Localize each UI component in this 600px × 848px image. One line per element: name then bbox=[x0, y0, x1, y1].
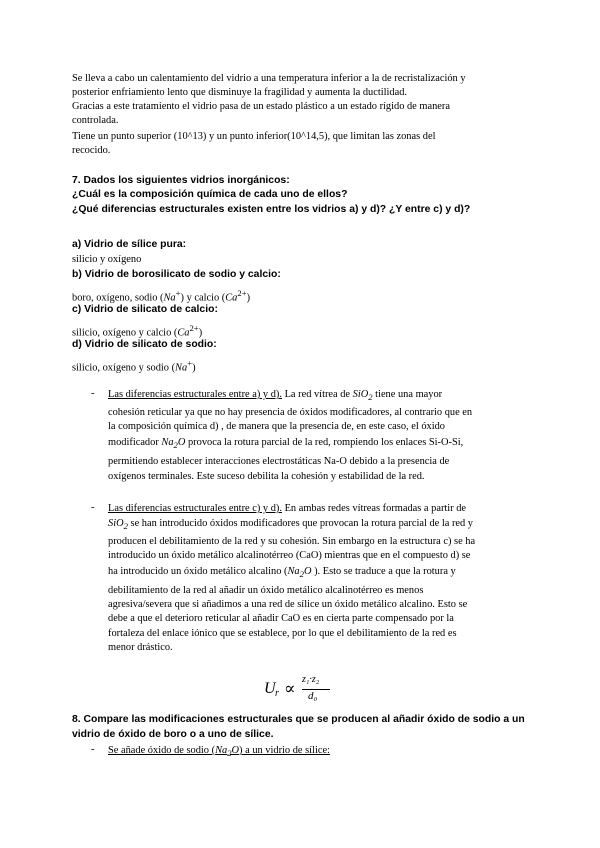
na2o-subscript: 2 bbox=[173, 440, 178, 451]
question-8-title: 8. Compare las modificaciones estructurales que se producen al añadir óxido de sodio a un bbox=[72, 714, 525, 725]
formula-numerator: z₁·z₂ bbox=[302, 674, 320, 685]
intro-line-4: controlada. bbox=[72, 115, 119, 126]
diff-ad-line-6: oxígenos terminales. Este suceso debilita la cohesión y estabilidad de la red. bbox=[108, 471, 425, 482]
sodium-symbol: Na bbox=[163, 292, 176, 304]
glass-d-text: silicio, oxígeno y sodio ( bbox=[72, 362, 176, 374]
diff-ad-text-3: modificador bbox=[108, 437, 162, 448]
q8-bullet-underlined bbox=[108, 745, 330, 759]
glass-c-text: silicio, oxígeno y calcio ( bbox=[72, 327, 178, 339]
intro-line-6: recocido. bbox=[72, 145, 111, 156]
sio2-subscript: 2 bbox=[368, 392, 373, 403]
diff-cd-line-3: producen el debilitamiento de la red y su cohesión. Sin embargo en la estructura c) se ha bbox=[108, 536, 476, 547]
intro-line-2: posterior enfriamiento lento que disminuye la fragilidad y aumenta la ductilidad. bbox=[72, 87, 407, 98]
glass-d-composition bbox=[72, 356, 532, 375]
question-8-title-2: vidrio de óxido de boro o a uno de sílice. bbox=[72, 729, 274, 740]
calcium-symbol: Ca bbox=[225, 292, 238, 304]
glass-b-heading: b) Vidrio de borosilicato de sodio y calcio: bbox=[72, 269, 281, 280]
question-8-bullet-1 bbox=[108, 744, 568, 760]
question-7-title: 7. Dados los siguientes vidrios inorgánicos: bbox=[72, 175, 290, 186]
diff-cd-line-1 bbox=[108, 502, 568, 516]
calcium-symbol: Ca bbox=[177, 327, 190, 339]
diff-cd-text-4: ). Esto se traduce a que la rotura y bbox=[311, 566, 456, 577]
na2o-subscript: 2 bbox=[227, 748, 232, 759]
diff-cd-line-2 bbox=[108, 517, 568, 533]
diff-cd-line-10: menor drástico. bbox=[108, 642, 173, 653]
intro-line-1: Se lleva a cabo un calentamiento del vidrio a una temperatura inferior a la de recristalización y bbox=[72, 73, 466, 84]
glass-b-close: ) bbox=[246, 292, 251, 304]
sio2-formula: SiO bbox=[352, 389, 369, 400]
diff-cd-line-4: introducido un óxido metálico alcalinotérreo (CaO) mientras que en el compuesto d) se bbox=[108, 550, 471, 561]
diff-ad-lead: Las diferencias estructurales entre a) y d). bbox=[108, 389, 282, 400]
formula-denominator: d₀ bbox=[308, 690, 318, 702]
na2o-oxygen: O bbox=[177, 437, 186, 448]
question-7-part-2: ¿Qué diferencias estructurales existen entre los vidrios a) y d)? ¿Y entre c) y d)? bbox=[72, 204, 471, 215]
question-7-part-1: ¿Cuál es la composición química de cada uno de ellos? bbox=[72, 189, 348, 200]
glass-d-close: ) bbox=[192, 362, 196, 374]
diff-ad-line-4 bbox=[108, 436, 568, 452]
na2o-formula: Na bbox=[287, 566, 300, 577]
bullet-dash: - bbox=[91, 502, 95, 513]
glass-d-heading: d) Vidrio de silicato de sodio: bbox=[72, 339, 217, 350]
sio2-formula: SiO bbox=[108, 518, 124, 529]
calcium-charge: 2+ bbox=[237, 288, 247, 298]
calcium-charge: 2+ bbox=[189, 323, 199, 333]
glass-b-text-2: ) y calcio ( bbox=[180, 292, 226, 304]
lattice-energy-formula bbox=[262, 674, 342, 704]
q8-text: Se añade óxido de sodio ( bbox=[108, 745, 216, 756]
sio2-subscript: 2 bbox=[123, 521, 128, 532]
formula-r: r bbox=[275, 688, 279, 699]
na2o-formula: Na bbox=[215, 745, 228, 756]
bullet-dash: - bbox=[91, 744, 95, 755]
diff-cd-lead: Las diferencias estructurales entre c) y d). bbox=[108, 503, 282, 514]
sodium-symbol: Na bbox=[175, 362, 188, 374]
glass-b-text: boro, oxígeno, sodio ( bbox=[72, 292, 164, 304]
diff-ad-text: La red vítrea de bbox=[281, 389, 353, 400]
diff-ad-line-1 bbox=[108, 388, 568, 404]
proportional-symbol: ∝ bbox=[284, 679, 296, 698]
diff-cd-line-7: agresiva/severa que si añadimos a una red de sílice un óxido metálico alcalino. Esto se bbox=[108, 599, 468, 610]
glass-a-composition: silicio y oxígeno bbox=[72, 254, 142, 265]
diff-cd-line-9: fortaleza del enlace iónico que se establece, por lo que el debilitamiento de la red es bbox=[108, 628, 457, 639]
glass-c-heading: c) Vidrio de silicato de calcio: bbox=[72, 304, 218, 315]
na2o-oxygen: O bbox=[231, 745, 240, 756]
diff-ad-text-4: provoca la rotura parcial de la red, rompiendo los enlaces Si-O-Si, bbox=[185, 437, 464, 448]
intro-line-5: Tiene un punto superior (10^13) y un punto inferior(10^14,5), que limitan las zonas del bbox=[72, 131, 436, 142]
diff-cd-line-8: debe a que el deterioro reticular al añadir CaO es en cierta parte compensado por la bbox=[108, 613, 454, 624]
glass-a-heading: a) Vidrio de sílice pura: bbox=[72, 239, 187, 250]
q8-text-2: ) a un vidrio de sílice: bbox=[239, 745, 330, 756]
diff-cd-line-5 bbox=[108, 565, 568, 581]
diff-cd-line-6: debilitamiento de la red al añadir un óxido metálico alcalinotérreo es menos bbox=[108, 585, 424, 596]
glass-c-close: ) bbox=[198, 327, 203, 339]
diff-cd-text-3: ha introducido un óxido metálico alcalino ( bbox=[108, 566, 288, 577]
na2o-formula: Na bbox=[161, 437, 174, 448]
diff-ad-line-5: permitiendo establecer interacciones electrostáticas Na-O debido a la presencia de bbox=[108, 456, 450, 467]
formula-u: U bbox=[264, 680, 276, 697]
diff-cd-text: En ambas redes vítreas formadas a partir de bbox=[281, 503, 467, 514]
diff-ad-line-2: cohesión reticular ya que no hay presencia de óxidos modificadores, al contrario que en bbox=[108, 407, 473, 418]
sodium-charge: + bbox=[175, 288, 181, 298]
sodium-charge: + bbox=[187, 358, 193, 368]
diff-cd-text-2: se han introducido óxidos modificadores que provocan la rotura parcial de la red y bbox=[127, 518, 474, 529]
bullet-dash: - bbox=[91, 388, 95, 399]
diff-ad-text-2: tiene una mayor bbox=[372, 389, 443, 400]
diff-ad-line-3: la composición química d) , de manera que la presencia de, en este caso, el óxido bbox=[108, 421, 445, 432]
intro-line-3: Gracias a este tratamiento el vidrio pasa de un estado plástico a un estado rígido de manera bbox=[72, 101, 450, 112]
na2o-subscript: 2 bbox=[299, 569, 304, 580]
na2o-oxygen: O bbox=[303, 566, 312, 577]
